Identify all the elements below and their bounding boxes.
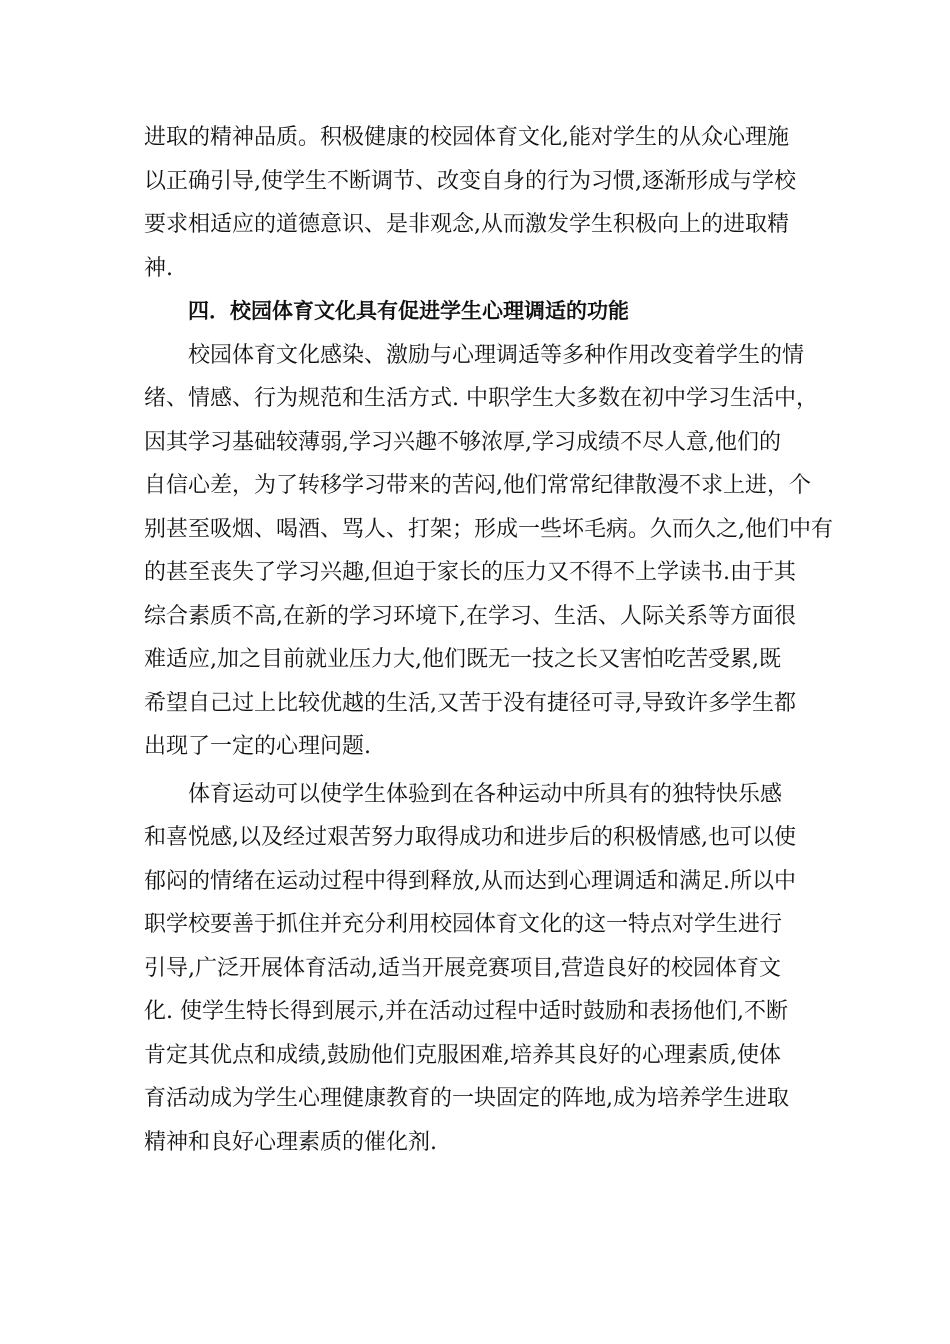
section-heading: 四．校园体育文化具有促进学生心理调适的功能 (188, 299, 629, 323)
text-line: 育活动成为学生心理健康教育的一块固定的阵地,成为培养学生进取 (144, 1086, 789, 1111)
text-line: 要求相适应的道德意识、是非观念,从而激发学生积极向上的进取精 (144, 212, 789, 237)
text-line: 肯定其优点和成绩,鼓励他们克服困难,培养其良好的心理素质,使体 (144, 1042, 781, 1068)
text-line: 以正确引导,使学生不断调节、改变自身的行为习惯,逐渐形成与学校 (144, 168, 796, 194)
text-line: 因其学习基础较薄弱,学习兴趣不够浓厚,学习成绩不尽人意,他们的 (144, 429, 781, 455)
text-line: 进取的精神品质。积极健康的校园体育文化,能对学生的从众心理施 (144, 125, 789, 150)
text-line: 绪、情感、行为规范和生活方式. 中职学生大多数在初中学习生活中， (144, 386, 818, 411)
text-line: 出现了一定的心理问题. (144, 734, 371, 759)
text-line: 校园体育文化感染、激励与心理调适等多种作用改变着学生的情 (188, 342, 805, 368)
text-line: 精神和良好心理素质的催化剂. (144, 1129, 437, 1155)
text-line: 化. 使学生特长得到展示,并在活动过程中适时鼓励和表扬他们,不断 (144, 999, 788, 1024)
text-line: 综合素质不高,在新的学习环境下,在学习、生活、人际关系等方面很 (144, 603, 796, 629)
text-line: 神. (144, 255, 173, 281)
text-line: 和喜悦感,以及经过艰苦努力取得成功和进步后的积极情感,也可以使 (144, 825, 796, 850)
text-line: 职学校要善于抓住并充分利用校园体育文化的这一特点对学生进行 (144, 912, 783, 937)
text-line: 难适应,加之目前就业压力大,他们既无一技之长又害怕吃苦受累,既 (144, 647, 781, 672)
paragraph-2 (144, 334, 833, 769)
text-line: 希望自己过上比较优越的生活,又苦于没有捷径可寻,导致许多学生都 (144, 690, 796, 716)
text-line: 郁闷的情绪在运动过程中得到释放,从而达到心理调适和满足.所以中 (144, 868, 796, 894)
text-line: 体育运动可以使学生体验到在各种运动中所具有的独特快乐感 (188, 781, 783, 807)
document-body (144, 116, 833, 1164)
text-line: 的甚至丧失了学习兴趣,但迫于家长的压力又不得不上学读书.由于其 (144, 560, 796, 585)
text-line: 引导,广泛开展体育活动,适当开展竞赛项目,营造良好的校园体育文 (144, 955, 781, 981)
text-line: 自信心差，为了转移学习带来的苦闷,他们常常纪律散漫不求上进，个 (144, 473, 811, 498)
paragraph-1 (144, 116, 810, 290)
text-line: 别甚至吸烟、喝酒、骂人、打架；形成一些坏毛病。久而久之,他们中有 (144, 516, 833, 542)
paragraph-3 (144, 773, 810, 1165)
